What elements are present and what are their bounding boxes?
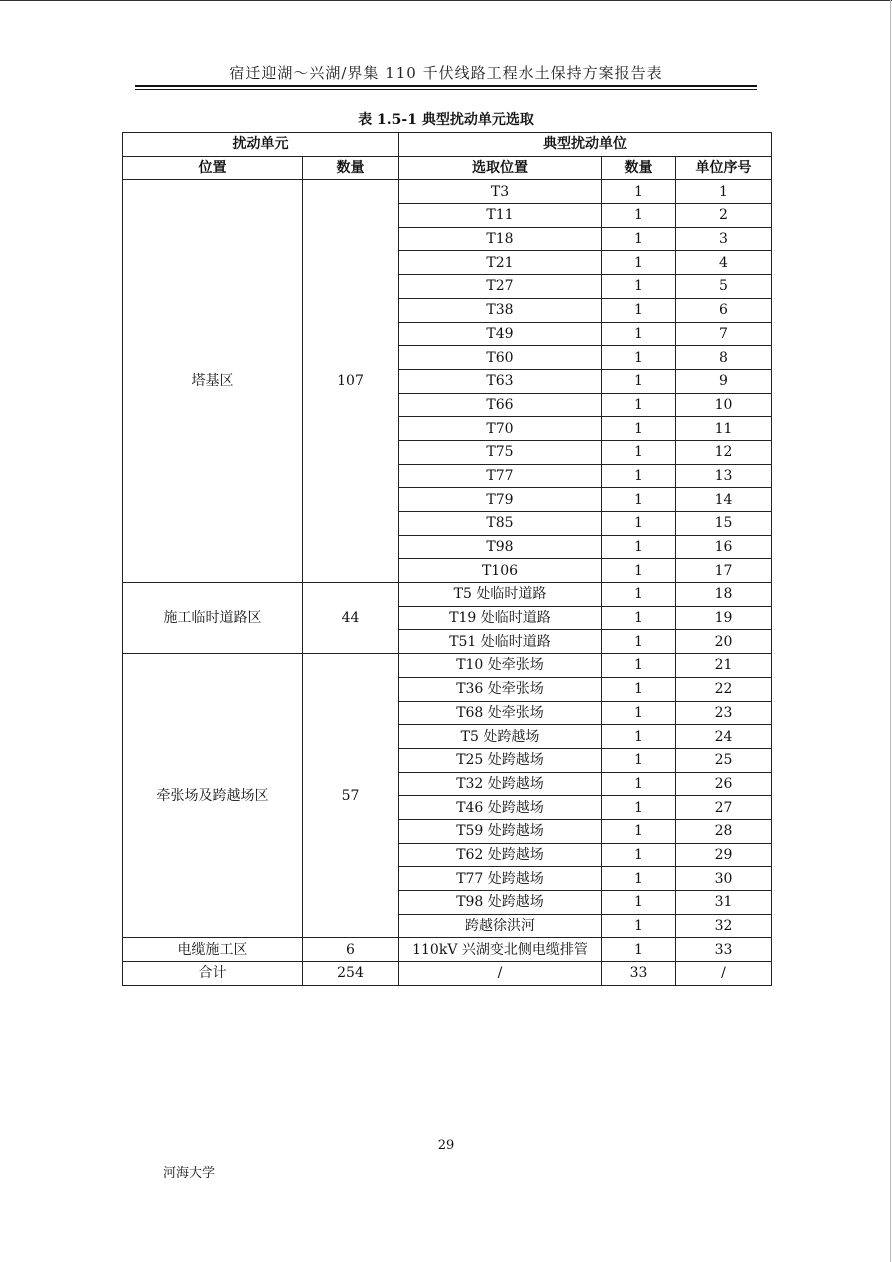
unit-seq-cell: 19 [676,606,772,630]
quantity-cell: 1 [602,488,676,512]
col-header-selected-position: 选取位置 [399,156,602,180]
quantity-cell: 1 [602,867,676,891]
unit-seq-cell: 9 [676,369,772,393]
unit-seq-cell: 2 [676,204,772,228]
disturbance-unit-table [122,132,772,986]
unit-seq-cell: 13 [676,464,772,488]
quantity-cell: 1 [602,346,676,370]
unit-seq-cell: 23 [676,701,772,725]
selected-position-cell: 跨越徐洪河 [399,914,602,938]
total-position: / [399,962,602,986]
unit-seq-cell: 28 [676,819,772,843]
total-row [123,962,772,986]
quantity-cell: 1 [602,725,676,749]
quantity-cell: 1 [602,606,676,630]
quantity-cell: 1 [602,630,676,654]
selected-position-cell: T36 处牵张场 [399,677,602,701]
group-header-typical-unit: 典型扰动单位 [399,133,772,157]
header-rule-thick [135,85,757,87]
selected-position-cell: T38 [399,298,602,322]
quantity-cell: 1 [602,677,676,701]
selected-position-cell: T77 处跨越场 [399,867,602,891]
unit-seq-cell: 20 [676,630,772,654]
quantity-cell: 1 [602,464,676,488]
selected-position-cell: T77 [399,464,602,488]
selected-position-cell: T11 [399,204,602,228]
group-count-cell: 6 [303,938,399,962]
table-row [123,583,772,607]
group-location-cell: 施工临时道路区 [123,583,303,654]
quantity-cell: 1 [602,180,676,204]
total-seq: / [676,962,772,986]
page-top-border [0,0,892,1]
selected-position-cell: T25 处跨越场 [399,748,602,772]
quantity-cell: 1 [602,512,676,536]
table-row [123,654,772,678]
unit-seq-cell: 24 [676,725,772,749]
quantity-cell: 1 [602,204,676,228]
total-count: 254 [303,962,399,986]
unit-seq-cell: 3 [676,227,772,251]
unit-seq-cell: 26 [676,772,772,796]
col-header-quantity: 数量 [602,156,676,180]
unit-seq-cell: 31 [676,891,772,915]
group-count-cell: 107 [303,180,399,583]
column-header-row [123,156,772,180]
selected-position-cell: T5 处临时道路 [399,583,602,607]
selected-position-cell: T79 [399,488,602,512]
selected-position-cell: T18 [399,227,602,251]
selected-position-cell: T70 [399,417,602,441]
quantity-cell: 1 [602,559,676,583]
quantity-cell: 1 [602,369,676,393]
selected-position-cell: T59 处跨越场 [399,819,602,843]
selected-position-cell: T62 处跨越场 [399,843,602,867]
group-location-cell: 电缆施工区 [123,938,303,962]
group-count-cell: 44 [303,583,399,654]
selected-position-cell: T27 [399,275,602,299]
quantity-cell: 1 [602,748,676,772]
unit-seq-cell: 4 [676,251,772,275]
quantity-cell: 1 [602,914,676,938]
group-location-cell: 牵张场及跨越场区 [123,654,303,938]
unit-seq-cell: 14 [676,488,772,512]
table-body [123,180,772,962]
page-number: 29 [437,1138,455,1153]
selected-position-cell: T21 [399,251,602,275]
group-count-cell: 57 [303,654,399,938]
unit-seq-cell: 11 [676,417,772,441]
selected-position-cell: T51 处临时道路 [399,630,602,654]
group-header-row [123,133,772,157]
unit-seq-cell: 29 [676,843,772,867]
total-quantity: 33 [602,962,676,986]
selected-position-cell: T46 处跨越场 [399,796,602,820]
selected-position-cell: T3 [399,180,602,204]
selected-position-cell: T68 处牵张场 [399,701,602,725]
selected-position-cell: T85 [399,512,602,536]
quantity-cell: 1 [602,440,676,464]
quantity-cell: 1 [602,322,676,346]
table-row [123,180,772,204]
page-right-border [890,0,891,1262]
col-header-count: 数量 [303,156,399,180]
quantity-cell: 1 [602,535,676,559]
selected-position-cell: T98 处跨越场 [399,891,602,915]
unit-seq-cell: 1 [676,180,772,204]
unit-seq-cell: 5 [676,275,772,299]
quantity-cell: 1 [602,819,676,843]
unit-seq-cell: 25 [676,748,772,772]
selected-position-cell: T5 处跨越场 [399,725,602,749]
table-row [123,938,772,962]
running-header: 宿迁迎湖～兴湖/界集 110 千伏线路工程水土保持方案报告表 [229,64,663,82]
selected-position-cell: T32 处跨越场 [399,772,602,796]
quantity-cell: 1 [602,772,676,796]
unit-seq-cell: 18 [676,583,772,607]
quantity-cell: 1 [602,891,676,915]
unit-seq-cell: 15 [676,512,772,536]
table-caption: 表 1.5-1 典型扰动单元选取 [358,112,534,128]
footer-institution: 河海大学 [163,1166,216,1181]
unit-seq-cell: 30 [676,867,772,891]
unit-seq-cell: 12 [676,440,772,464]
quantity-cell: 1 [602,298,676,322]
group-location-cell: 塔基区 [123,180,303,583]
unit-seq-cell: 22 [676,677,772,701]
quantity-cell: 1 [602,701,676,725]
unit-seq-cell: 21 [676,654,772,678]
unit-seq-cell: 6 [676,298,772,322]
quantity-cell: 1 [602,796,676,820]
unit-seq-cell: 27 [676,796,772,820]
selected-position-cell: T106 [399,559,602,583]
selected-position-cell: T49 [399,322,602,346]
quantity-cell: 1 [602,583,676,607]
quantity-cell: 1 [602,654,676,678]
unit-seq-cell: 32 [676,914,772,938]
selected-position-cell: T10 处牵张场 [399,654,602,678]
selected-position-cell: T98 [399,535,602,559]
unit-seq-cell: 10 [676,393,772,417]
header-rule-thin [135,89,757,90]
quantity-cell: 1 [602,393,676,417]
unit-seq-cell: 33 [676,938,772,962]
quantity-cell: 1 [602,275,676,299]
group-header-disturbance-unit: 扰动单元 [123,133,399,157]
quantity-cell: 1 [602,938,676,962]
quantity-cell: 1 [602,843,676,867]
total-label: 合计 [123,962,303,986]
selected-position-cell: T19 处临时道路 [399,606,602,630]
selected-position-cell: T66 [399,393,602,417]
selected-position-cell: T60 [399,346,602,370]
quantity-cell: 1 [602,417,676,441]
unit-seq-cell: 16 [676,535,772,559]
selected-position-cell: T63 [399,369,602,393]
col-header-unit-seq: 单位序号 [676,156,772,180]
unit-seq-cell: 17 [676,559,772,583]
selected-position-cell: 110kV 兴湖变北侧电缆排管 [399,938,602,962]
col-header-location: 位置 [123,156,303,180]
quantity-cell: 1 [602,251,676,275]
quantity-cell: 1 [602,227,676,251]
unit-seq-cell: 8 [676,346,772,370]
unit-seq-cell: 7 [676,322,772,346]
selected-position-cell: T75 [399,440,602,464]
